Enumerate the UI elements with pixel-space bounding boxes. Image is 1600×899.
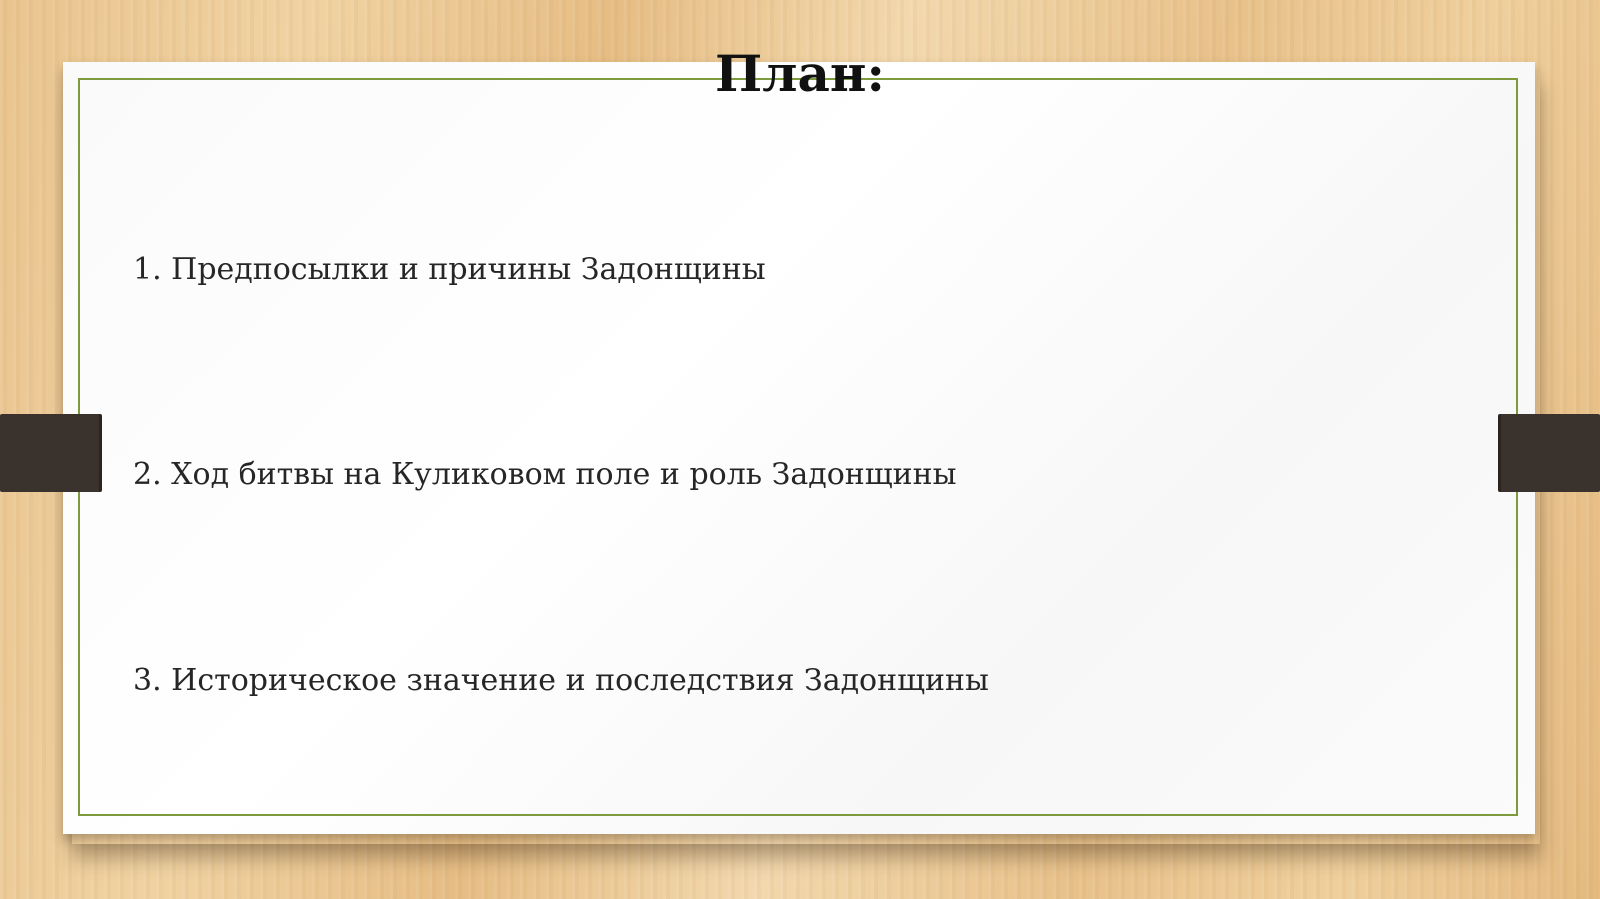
- left-binder-clip: [0, 414, 102, 492]
- green-frame: [78, 78, 1518, 816]
- right-binder-clip: [1498, 414, 1600, 492]
- slide-paper: [63, 62, 1535, 834]
- plan-item-1: 1. Предпосылки и причины Задонщины: [133, 252, 766, 287]
- plan-item-3: 3. Историческое значение и последствия Задонщины: [133, 663, 989, 698]
- slide-title: План:: [715, 44, 885, 103]
- plan-item-2: 2. Ход битвы на Куликовом поле и роль Задонщины: [133, 457, 957, 492]
